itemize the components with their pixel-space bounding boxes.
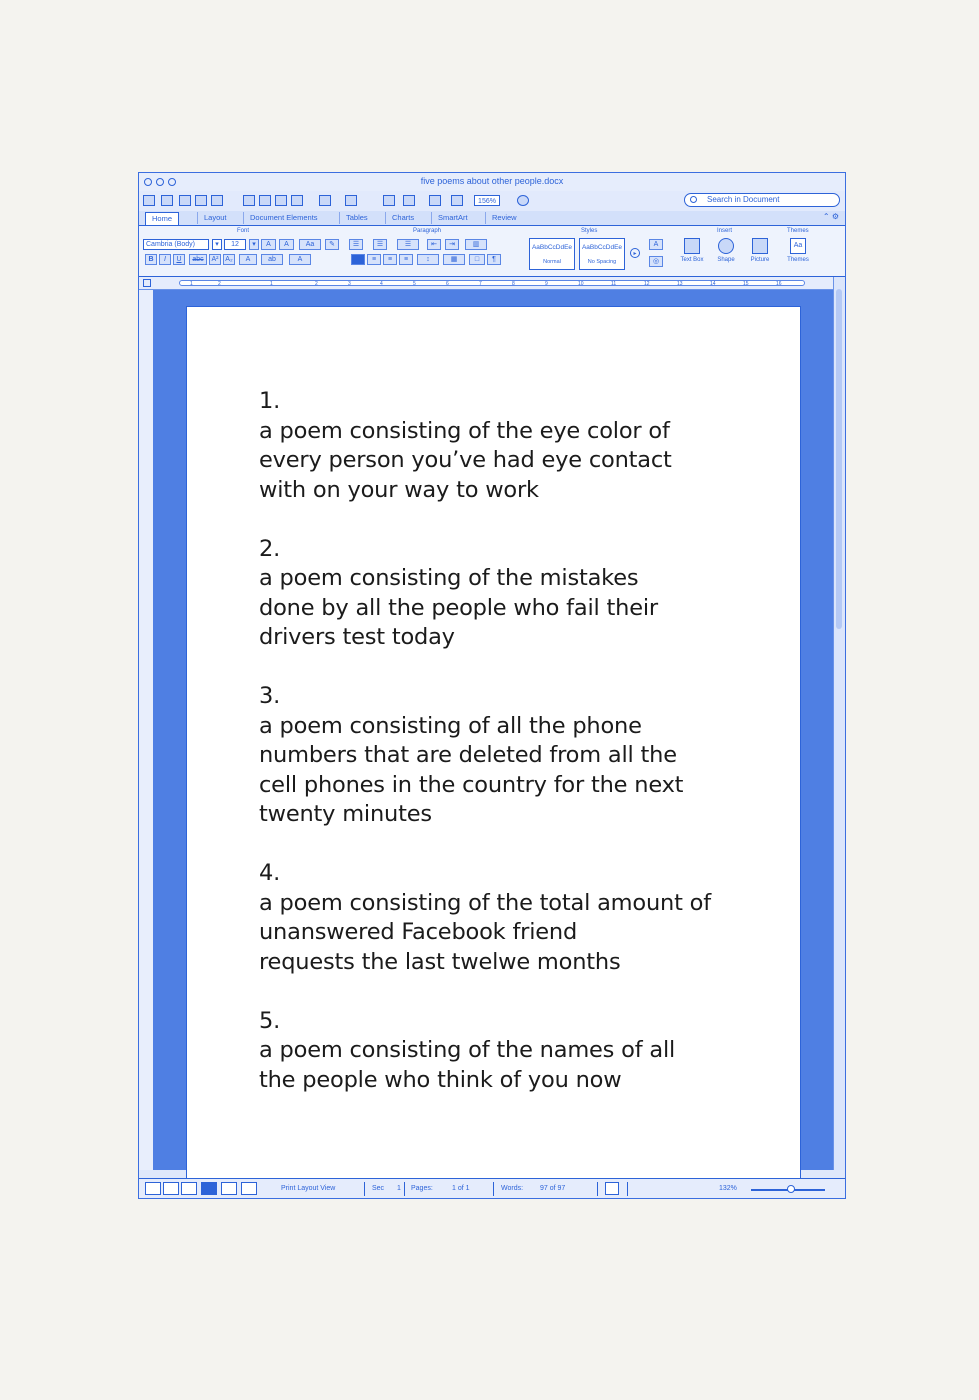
print-icon[interactable] [211, 195, 223, 206]
spelling-check-icon[interactable] [605, 1182, 619, 1195]
tab-document-elements[interactable]: Document Elements [243, 212, 324, 224]
poem-line: a poem consisting of the total amount of [259, 889, 711, 916]
search-icon [690, 196, 697, 203]
tab-home[interactable]: Home [145, 212, 179, 225]
paragraph-group-label: Paragraph [413, 228, 442, 234]
poem-line: a poem consisting of the eye color of [259, 417, 670, 444]
align-right-button[interactable]: ≡ [383, 254, 397, 265]
themes-icon: Aa [790, 238, 806, 254]
align-left-button[interactable] [351, 254, 365, 265]
outline-view-icon[interactable] [163, 1182, 179, 1195]
poem-line: the people who think of you now [259, 1066, 622, 1093]
help-icon[interactable] [517, 195, 529, 206]
styles-more-icon[interactable]: ▸ [630, 248, 640, 258]
insert-picture-button[interactable]: Picture [745, 238, 775, 263]
font-name-select[interactable]: Cambria (Body) [143, 239, 209, 250]
superscript-button[interactable]: A² [209, 254, 221, 265]
poem-number: 3. [259, 683, 281, 709]
search-placeholder: Search in Document [707, 195, 780, 204]
publishing-view-icon[interactable] [181, 1182, 197, 1195]
subscript-button[interactable]: A₂ [223, 254, 235, 265]
vertical-scrollbar[interactable] [833, 277, 846, 1170]
font-size-select[interactable]: 12 [224, 239, 246, 250]
picture-icon [752, 238, 768, 254]
font-color-button[interactable]: A [239, 254, 257, 265]
poem-item [259, 859, 779, 977]
poem-item [259, 682, 779, 830]
ribbon-options-icon[interactable]: ⌃ ⚙ [822, 212, 839, 221]
words-value: 97 of 97 [540, 1185, 566, 1192]
media-browser-icon[interactable] [451, 195, 463, 206]
view-mode-label: Print Layout View [281, 1185, 336, 1192]
poem-line: requests the last twelwe months [259, 948, 621, 975]
toolbox-icon[interactable] [429, 195, 441, 206]
save-icon[interactable] [195, 195, 207, 206]
full-screen-view-icon[interactable] [241, 1182, 257, 1195]
redo-icon[interactable] [345, 195, 357, 206]
poem-number: 4. [259, 860, 281, 886]
tab-smartart[interactable]: SmartArt [431, 212, 474, 224]
poem-line: every person you’ve had eye contact [259, 447, 672, 473]
decrease-indent-icon[interactable]: ⇤ [427, 239, 441, 250]
insert-shape-button[interactable]: Shape [711, 238, 741, 263]
pages-label: Pages: [411, 1185, 433, 1192]
line-spacing-icon[interactable]: ↕ [417, 254, 439, 265]
poem-line: a poem consisting of the mistakes [259, 565, 639, 591]
highlight-button[interactable]: ab [261, 254, 283, 265]
themes-group-label: Themes [787, 228, 809, 234]
insert-group-label: Insert [717, 228, 733, 234]
font-group-label: Font [237, 228, 250, 234]
shading-icon[interactable]: ▦ [443, 254, 465, 265]
justify-button[interactable]: ≡ [399, 254, 413, 265]
section-label: Sec [372, 1185, 385, 1192]
font-name-dropdown[interactable]: ▾ [212, 239, 222, 250]
document-body[interactable] [259, 387, 779, 1125]
columns-icon[interactable]: ▥ [465, 239, 487, 250]
notebook-view-icon[interactable] [221, 1182, 237, 1195]
change-case-icon[interactable]: Aa [299, 239, 321, 250]
horizontal-ruler[interactable] [139, 277, 845, 290]
ribbon-tabs [139, 211, 845, 226]
shrink-font-icon[interactable]: A [279, 239, 294, 250]
strikethrough-button[interactable]: abc [189, 254, 207, 265]
poem-line: numbers that are deleted from all the [259, 742, 677, 768]
paste-icon[interactable] [275, 195, 287, 206]
style-normal[interactable]: AaBbCcDdEe Normal [529, 238, 575, 270]
manage-styles-icon[interactable]: ◎ [649, 256, 663, 267]
poem-number: 2. [259, 535, 281, 562]
poem-line: twenty minutes [259, 801, 432, 827]
title-bar [139, 173, 845, 191]
poem-item [259, 535, 779, 653]
tab-selector-icon[interactable] [143, 279, 151, 287]
poem-item [259, 387, 779, 505]
poem-line: done by all the people who fail their [259, 594, 658, 621]
status-bar [139, 1178, 845, 1199]
draft-view-icon[interactable] [145, 1182, 161, 1195]
format-painter-icon[interactable] [291, 195, 303, 206]
tab-tables[interactable]: Tables [339, 212, 374, 224]
poem-line: a poem consisting of the names of all [259, 1037, 676, 1063]
show-paragraph-icon[interactable] [383, 195, 395, 206]
templates-icon[interactable] [161, 195, 173, 206]
ribbon-home [139, 226, 845, 277]
align-center-button[interactable]: ≡ [367, 254, 381, 265]
clear-formatting-icon[interactable]: ✎ [325, 239, 339, 250]
open-icon[interactable] [179, 195, 191, 206]
vertical-ruler[interactable] [139, 290, 154, 1170]
borders-icon[interactable]: □ [469, 254, 485, 265]
grow-font-icon[interactable]: A [261, 239, 276, 250]
poem-number: 1. [259, 388, 281, 414]
sidebar-icon[interactable] [403, 195, 415, 206]
style-no-spacing[interactable]: AaBbCcDdEe No Spacing [579, 238, 625, 270]
poem-line: cell phones in the country for the next [259, 771, 684, 798]
tab-layout[interactable]: Layout [197, 212, 233, 224]
show-marks-icon[interactable]: ¶ [487, 254, 501, 265]
words-label: Words: [501, 1185, 524, 1192]
shape-icon [718, 238, 734, 254]
text-box-icon [684, 238, 700, 254]
poem-line: a poem consisting of all the phone [259, 712, 642, 739]
italic-button[interactable]: I [159, 254, 171, 265]
insert-text-box-button[interactable]: Text Box [677, 238, 707, 263]
multilevel-list-icon[interactable]: ☰ [397, 239, 419, 250]
underline-button[interactable]: U [173, 254, 185, 265]
themes-button[interactable]: Aa Themes [783, 238, 813, 263]
scroll-thumb[interactable] [836, 289, 842, 629]
tab-review[interactable]: Review [485, 212, 523, 224]
window-title: five poems about other people.docx [420, 176, 564, 186]
copy-icon[interactable] [259, 195, 271, 206]
poem-line: drivers test today [259, 624, 455, 650]
zoom-level: 132% [719, 1185, 737, 1192]
tab-charts[interactable]: Charts [385, 212, 420, 224]
search-input[interactable] [684, 193, 840, 207]
text-styles-icon[interactable]: A [649, 239, 663, 250]
standard-toolbar [139, 191, 845, 211]
section-value: 1 [397, 1185, 401, 1192]
ruler-track: 1 2 1 2 3 4 5 6 7 8 9 10 11 12 13 14 15 16 [179, 280, 805, 286]
cut-icon[interactable] [243, 195, 255, 206]
pages-value: 1 of 1 [452, 1185, 470, 1192]
bold-button[interactable]: B [145, 254, 157, 265]
new-document-icon[interactable] [143, 195, 155, 206]
bullets-icon[interactable]: ☰ [349, 239, 363, 250]
poem-line: unanswered Facebook friend [259, 919, 578, 945]
font-size-dropdown[interactable]: ▾ [249, 239, 259, 250]
text-effects-button[interactable]: A [289, 254, 311, 265]
poem-item [259, 1007, 779, 1096]
numbering-icon[interactable]: ☰ [373, 239, 387, 250]
poem-number: 5. [259, 1007, 281, 1034]
undo-icon[interactable] [319, 195, 331, 206]
poem-line: with on your way to work [259, 476, 539, 503]
increase-indent-icon[interactable]: ⇥ [445, 239, 459, 250]
zoom-slider-handle[interactable] [787, 1185, 795, 1193]
print-layout-view-icon[interactable] [201, 1182, 217, 1195]
styles-group-label: Styles [581, 228, 598, 234]
zoom-select[interactable]: 156% [474, 195, 500, 206]
